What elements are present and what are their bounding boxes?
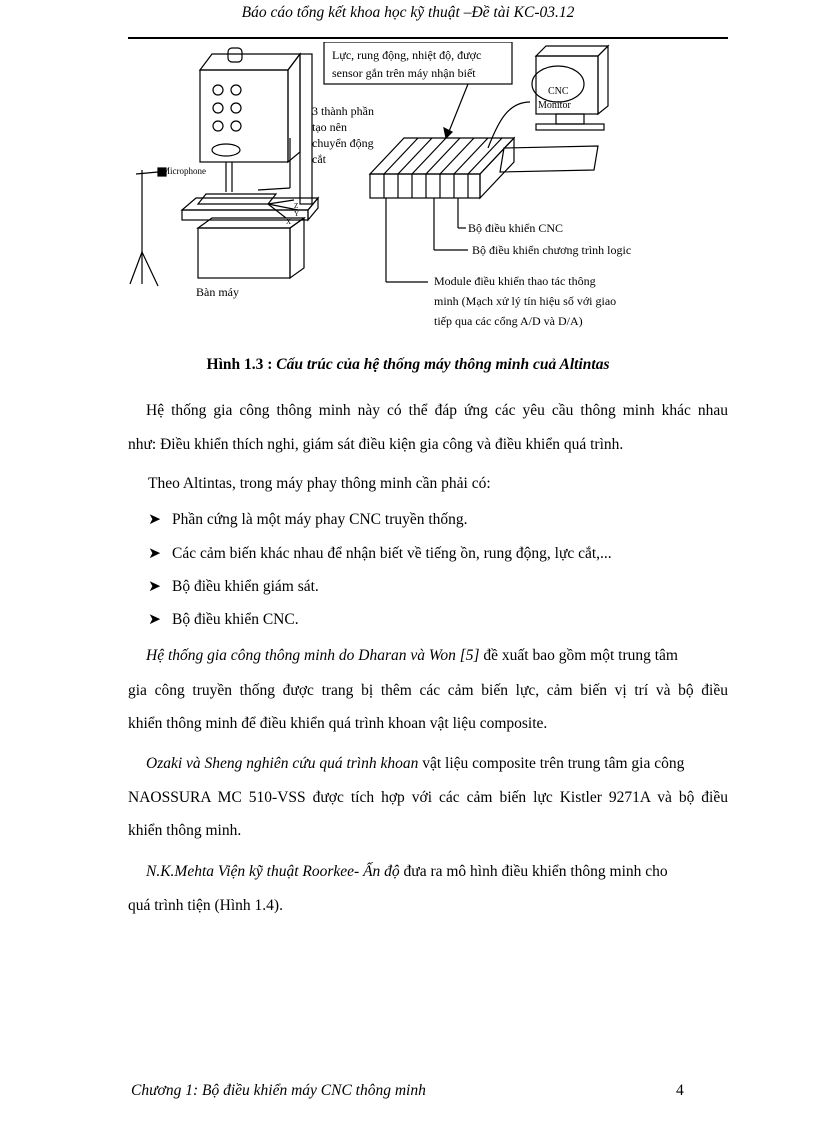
- p3-line-3: khiển thông minh để điều khiển quá trình khoan vật liệu composite.: [128, 715, 548, 732]
- module-label-line-1: Module điều khiển thao tác thông: [434, 274, 596, 288]
- p2-text: Theo Altintas, trong máy phay thông minh cần phải có:: [148, 475, 491, 492]
- p3-rest: đề xuất bao gồm một trung tâm: [479, 647, 678, 664]
- machine-base: [198, 228, 290, 278]
- microphone-label: Microphone: [162, 166, 206, 176]
- bullet-item: [148, 577, 319, 596]
- logic-controller-label: Bộ điều khiển chương trình logic: [472, 243, 632, 257]
- p1-line-2: như: Điều khiển thích nghi, giám sát điều kiện gia công và điều khiển quá trình.: [128, 436, 624, 453]
- arrow-bullet-icon: ➤: [148, 611, 161, 628]
- header-rule: [128, 37, 728, 39]
- figure-caption: [0, 356, 816, 374]
- altintas-system-diagram: [118, 42, 708, 342]
- p5-italic: N.K.Mehta Viện kỹ thuật Roorkee- Ấn độ: [146, 863, 400, 880]
- bullet-text: Các cảm biến khác nhau để nhận biết về tiếng ồn, rung động, lực cắt,...: [172, 545, 612, 562]
- sensor-note-line-1: Lực, rung động, nhiệt độ, được: [332, 48, 482, 62]
- p3-line-1: [146, 647, 678, 665]
- arrow-bullet-icon: ➤: [148, 511, 161, 528]
- p4-line-3: khiển thông minh.: [128, 822, 242, 839]
- p4-line-2: NAOSSURA MC 510-VSS được tích hợp với các cảm biến lực Kistler 9271A và bộ điều: [128, 789, 728, 806]
- p3-line-2: gia công truyền thống được trang bị thêm các cảm biến lực, cảm biến vị trí và bộ điều: [128, 682, 728, 699]
- axis-z-label: Z: [294, 202, 299, 210]
- cnc-controller-label: Bộ điều khiển CNC: [468, 221, 563, 235]
- keyboard: [500, 146, 598, 172]
- p5-line-1: [146, 863, 668, 881]
- bullet-item: [148, 510, 468, 529]
- three-parts-line-1: 3 thành phần: [312, 104, 374, 118]
- bullet-item: [148, 610, 299, 629]
- p5-rest: đưa ra mô hình điều khiển thông minh cho: [399, 863, 668, 880]
- axis-x-label: X: [286, 218, 292, 226]
- caption-text: Cấu trúc của hệ thống máy thông minh cuả Altintas: [276, 356, 610, 373]
- cnc-monitor-label-2: Monitor: [538, 100, 571, 111]
- bullet-text: Bộ điều khiển CNC.: [172, 611, 299, 628]
- bullet-text: Bộ điều khiển giám sát.: [172, 578, 319, 595]
- machine-table-label: Bàn máy: [196, 285, 239, 299]
- p5-line-2: quá trình tiện (Hình 1.4).: [128, 897, 283, 914]
- module-label-line-3: tiếp qua các cổng A/D và D/A): [434, 314, 583, 328]
- page-header: Báo cáo tổng kết khoa học kỹ thuật –Đề tài KC-03.12: [241, 4, 575, 21]
- three-parts-line-2: tạo nên: [312, 120, 347, 134]
- arrow-bullet-icon: ➤: [148, 545, 161, 562]
- p3-italic: Hệ thống gia công thông minh do Dharan và Won [5]: [146, 647, 480, 664]
- module-label-line-2: minh (Mạch xử lý tín hiệu số với giao: [434, 294, 617, 308]
- footer-chapter: Chương 1: Bộ điều khiển máy CNC thông minh: [131, 1082, 426, 1099]
- p1-line-1: Hệ thống gia công thông minh này có thể đáp ứng các yêu cầu thông minh khác nhau: [146, 402, 728, 419]
- three-parts-line-3: chuyển động: [312, 136, 374, 150]
- bullet-text: Phần cứng là một máy phay CNC truyền thống.: [172, 511, 468, 528]
- caption-label: Hình 1.3 :: [206, 356, 273, 373]
- sensor-note-line-2: sensor gắn trên máy nhận biết: [332, 66, 476, 80]
- p4-rest: vật liệu composite trên trung tâm gia công: [418, 755, 685, 772]
- p4-line-1: [146, 755, 684, 773]
- arrow-bullet-icon: ➤: [148, 578, 161, 595]
- axis-y-label: Y: [294, 210, 300, 218]
- three-parts-line-4: cắt: [312, 152, 326, 166]
- bullet-item: [148, 544, 612, 563]
- controller-rack: [370, 138, 514, 174]
- cnc-monitor-label-1: CNC: [548, 86, 569, 97]
- page-number: 4: [676, 1082, 684, 1099]
- p4-italic: Ozaki và Sheng nghiên cứu quá trình khoan: [146, 755, 419, 772]
- machine-column-top: [200, 54, 300, 70]
